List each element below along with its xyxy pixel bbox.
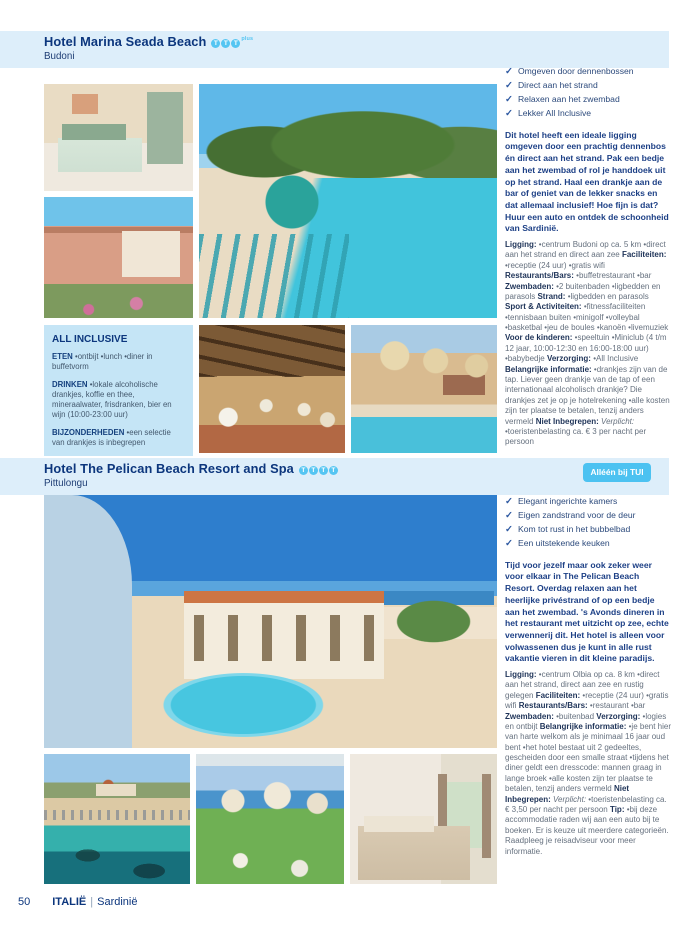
- highlight-text: Direct aan het strand: [517, 80, 598, 91]
- photo-hotel2-bedroom: [350, 754, 497, 884]
- hotel2-info-column: [505, 497, 671, 857]
- all-inclusive-box: [44, 325, 193, 456]
- highlight-item: [505, 511, 671, 521]
- highlight-text: Eigen zandstrand voor de deur: [517, 510, 636, 521]
- hotel1-details: Ligging: •centrum Budoni op ca. 5 km •direct aan het strand en direct aan zee Faciliteiten: •receptie (24 uur) •gratis wifi Restaurants/Bars: •buffetrestaurant •bar Zwembaden: •2 buitenbaden •ligbedden en parasols Strand: •ligbedden en parasols Sport & Activiteiten: •fitnessfaciliteiten •tennisbaan buiten •minigolf •volleybal •basketbal •jeu de boules •kanoën •livemuziek Voor de kinderen: •speeltuin •Miniclub (4 t/m 12 jaar, 10:00-12:30 en 16:00-18:00 uur) •babybedje Verzorging: •All Inclusive Belangrijke informatie: •drankjes zijn van de tap. Liever geen drankje van de tap of een internationaal alcoholisch drankje? Die drankjes zet je op je hotelrekening •alle kosten zijn ter plaatse te betalen, tenzij anders vermeld Niet Inbegrepen: Verplicht: •toeristenbelasting ca. € 3 per nacht per persoon: [505, 239, 670, 447]
- footer-separator: |: [90, 896, 94, 908]
- photo-hotel2-resort-pool: [44, 495, 497, 748]
- checkmark-icon: ✓: [505, 510, 513, 522]
- checkmark-icon: ✓: [505, 66, 513, 77]
- photo-hotel1-room: [44, 84, 193, 191]
- tui-rating-icon: T: [211, 39, 220, 48]
- tui-rating-icon: T: [221, 39, 230, 48]
- footer-country: ITALIË: [52, 896, 87, 908]
- hotel1-info-column: [505, 67, 671, 448]
- hotel2-header-band: [0, 458, 669, 495]
- hotel2-name: Hotel The Pelican Beach Resort and Spa: [44, 461, 294, 476]
- rating-plus-suffix: plus: [241, 36, 254, 42]
- highlight-text: Relaxen aan het zwembad: [517, 94, 620, 105]
- hotel2-title: [44, 462, 669, 477]
- hotel1-name: Hotel Marina Seada Beach: [44, 34, 207, 49]
- all-inclusive-bijzonderheden: BIJZONDERHEDEN •een selectie van drankjes is inbegrepen: [52, 427, 171, 447]
- checkmark-icon: ✓: [505, 108, 513, 120]
- hotel1-rating: [211, 34, 253, 49]
- highlight-text: Lekker All Inclusive: [517, 108, 592, 119]
- tui-rating-icon: T: [319, 466, 328, 475]
- checkmark-icon: ✓: [505, 80, 513, 92]
- highlight-text: Omgeven door dennenbossen: [517, 66, 634, 76]
- photo-hotel2-terrace: [196, 754, 344, 884]
- highlight-item: [505, 67, 671, 77]
- alleen-bij-tui-badge: Alléén bij TUI: [583, 463, 651, 482]
- tui-rating-icon: T: [309, 466, 318, 475]
- highlight-item: [505, 497, 671, 507]
- highlight-item: [505, 525, 671, 535]
- hotel2-highlights: [505, 497, 671, 549]
- all-inclusive-eten: ETEN •ontbijt •lunch •diner in buffetvorm: [52, 352, 153, 372]
- tui-rating-icon: T: [299, 466, 308, 475]
- hotel2-rating: [299, 461, 339, 476]
- photo-hotel1-buildings: [44, 197, 193, 318]
- highlight-item: [505, 81, 671, 91]
- highlight-text: Een uitstekende keuken: [517, 538, 610, 549]
- hotel1-location: Budoni: [44, 50, 75, 62]
- footer-region: Sardinië: [97, 896, 138, 908]
- hotel2-intro: Tijd voor jezelf maar ook zeker weer voor elkaar in The Pelican Beach Resort. Overdag relaxen aan het heerlijke privéstrand of op een bedje aan het zwembad. 's Avonds dineren in het restaurant met uitzicht op zee, echte verwennerij dit. Het hotel is alleen voor volwassenen dus je kunt in alle rust vakantie vieren in dit kleine paradijs.: [505, 559, 669, 664]
- photo-hotel2-beach: [44, 754, 190, 884]
- page-number: 50: [18, 896, 31, 908]
- hotel2-location: Pittulongu: [44, 477, 88, 489]
- all-inclusive-drinken: DRINKEN •lokale alcoholische drankjes, koffie en thee, mineraalwater, frisdranken, bier en wijn (10:00-23:00 uur): [52, 379, 172, 420]
- hotel1-header-band: [0, 31, 669, 68]
- tui-rating-icon: T: [231, 39, 240, 48]
- photo-hotel1-pool: [199, 84, 497, 318]
- hotel2-details: Ligging: •centrum Olbia op ca. 8 km •direct aan het strand, direct aan zee en rustig gelegen Faciliteiten: •receptie (24 uur) •gratis wifi Restaurants/Bars: •restaurant •bar Zwembaden: •buitenbad Verzorging: •logies en ontbijt Belangrijke informatie: •je bent hier van harte welkom als je minimaal 16 jaar oud bent •het hotel bestaat uit 2 gedeeltes, gescheiden door een smalle straat •tijdens het diner geldt een dresscode: mannen graag in lange broek •alle kosten zijn ter plaatse te betalen, tenzij anders vermeld Niet Inbegrepen: Verplicht: •toeristenbelasting ca. € 3,50 per nacht per persoon Tip: •bij deze accommodatie raden wij aan een auto bij te boeken. Er is keuze uit meerdere categorieën. Raadpleeg je reisadviseur voor meer informatie.: [505, 669, 672, 856]
- checkmark-icon: ✓: [505, 538, 513, 550]
- page-footer: [18, 896, 137, 908]
- hotel1-title: [44, 35, 669, 50]
- photo-hotel1-restaurant: [199, 325, 345, 453]
- photo-hotel1-poolside: [351, 325, 497, 453]
- highlight-text: Elegant ingerichte kamers: [517, 496, 618, 506]
- highlight-item: [505, 539, 671, 549]
- hotel1-intro: Dit hotel heeft een ideale ligging omgeven door een prachtig dennenbos én direct aan het strand. Pak een bedje aan het zwembad of rol je handdoek uit op het strand. Haal een drankje aan de bar of geniet van de lekker snacks en dat allemaal inclusief! Hoe fijn is dat? Huur een auto en ontdek de schoonheid van Sardinië.: [505, 129, 669, 234]
- checkmark-icon: ✓: [505, 524, 513, 536]
- all-inclusive-title: ALL INCLUSIVE: [52, 334, 128, 345]
- hotel1-highlights: [505, 67, 671, 119]
- checkmark-icon: ✓: [505, 94, 513, 106]
- checkmark-icon: ✓: [505, 496, 513, 507]
- highlight-item: [505, 95, 671, 105]
- highlight-item: [505, 109, 671, 119]
- tui-rating-icon: T: [329, 466, 338, 475]
- highlight-text: Kom tot rust in het bubbelbad: [517, 524, 631, 535]
